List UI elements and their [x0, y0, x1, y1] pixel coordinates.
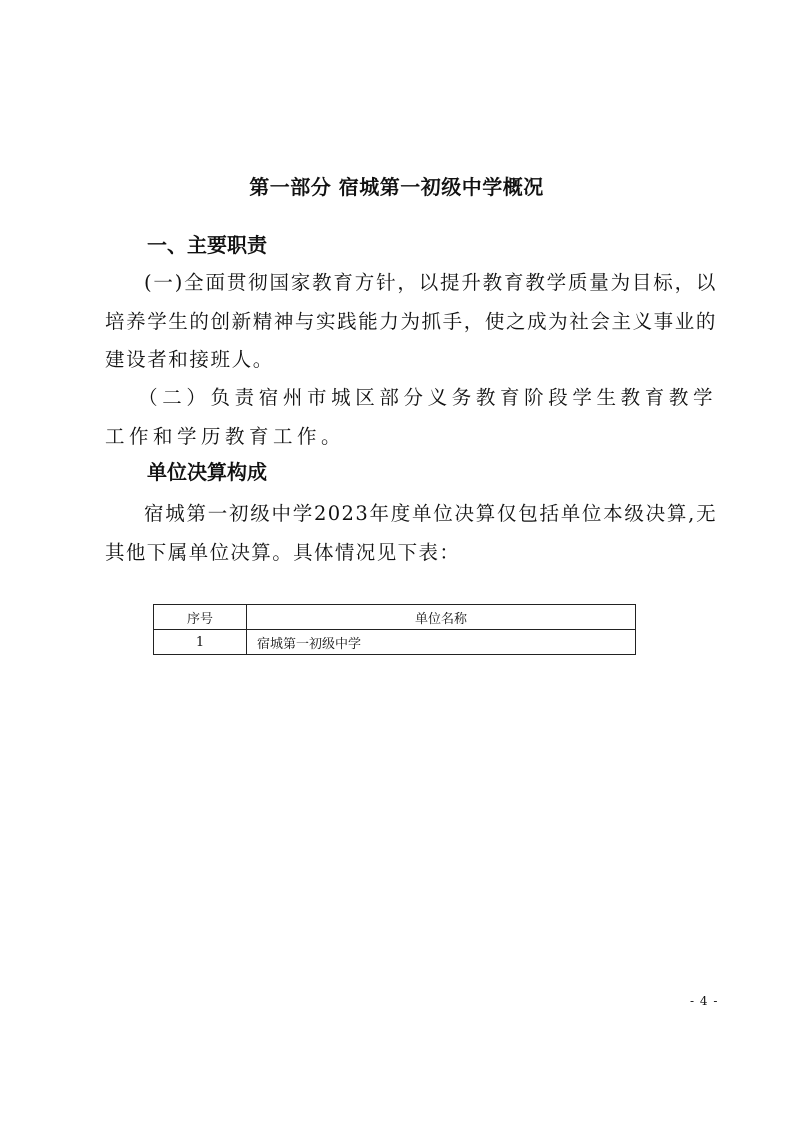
column-header-unit-name: 单位名称 [247, 605, 636, 630]
section-heading-budget-composition: 单位决算构成 [147, 460, 267, 484]
budget-composition-paragraph: 宿城第一初级中学2023年度单位决算仅包括单位本级决算,无其他下属单位决算。具体情况见下表： [105, 502, 717, 564]
cell-unit-name: 宿城第一初级中学 [247, 630, 636, 655]
duty-paragraph-2: （二）负责宿州市城区部分义务教育阶段学生教育教学工作和学历教育工作。 [105, 386, 717, 448]
table-header-row [154, 605, 636, 630]
table-row [154, 630, 636, 655]
column-header-index: 序号 [154, 605, 247, 630]
cell-index: 1 [154, 630, 247, 655]
section-heading-main-duties: 一、主要职责 [147, 233, 267, 257]
duty-paragraph-1: (一)全面贯彻国家教育方针，以提升教育教学质量为目标，以培养学生的创新精神与实践能力为抓手，使之成为社会主义事业的建设者和接班人。 [105, 271, 717, 371]
page-title: 第一部分 宿城第一初级中学概况 [249, 175, 544, 199]
page-number: - 4 - [690, 994, 719, 1008]
unit-table [153, 604, 636, 655]
